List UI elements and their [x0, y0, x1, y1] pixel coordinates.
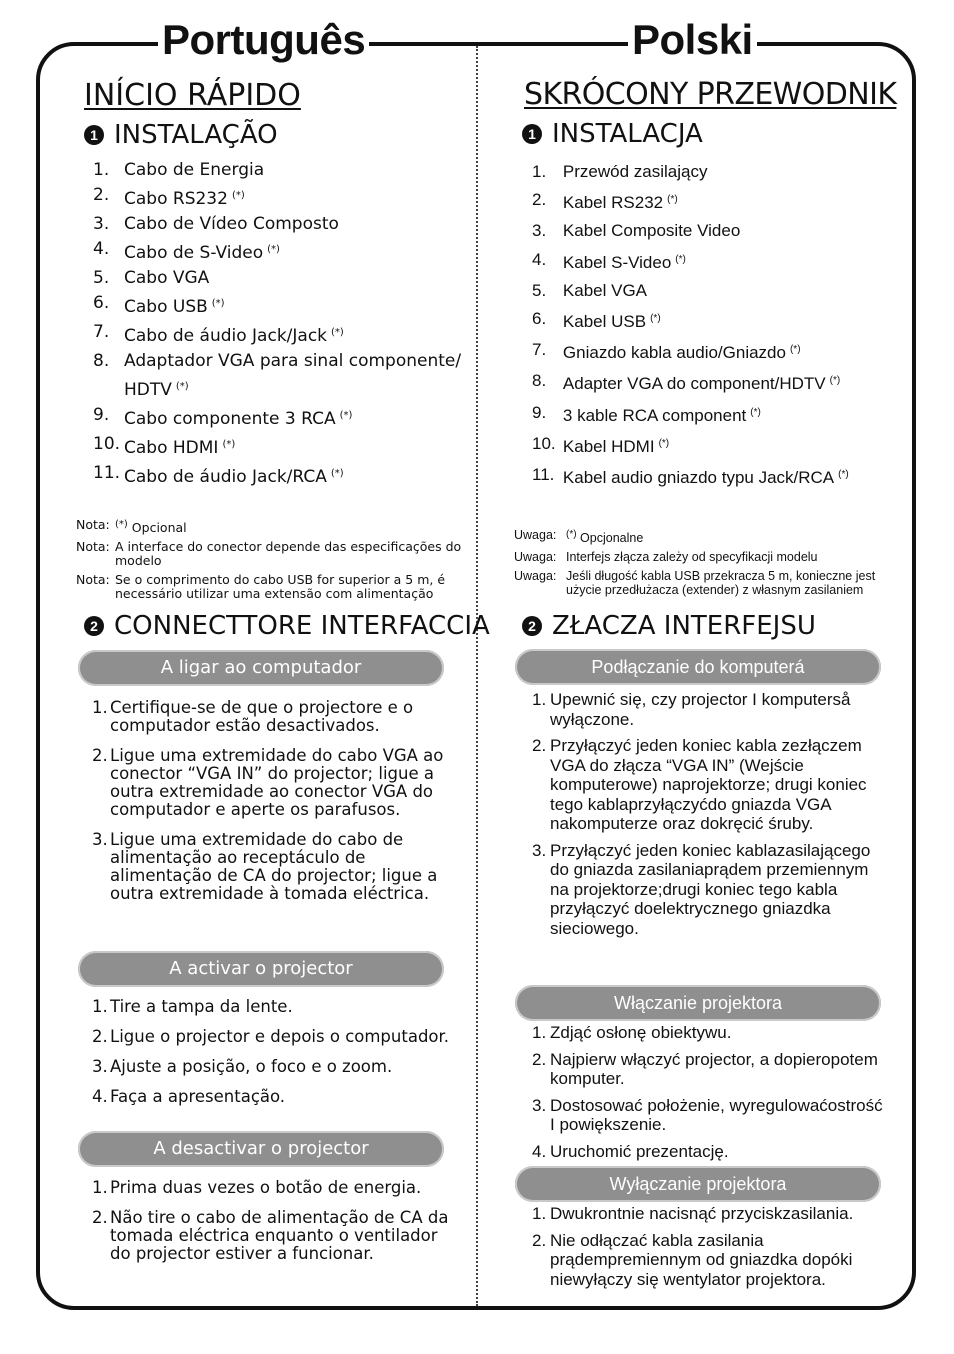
- optional-mark: (*): [175, 381, 189, 392]
- step-item: [92, 1209, 452, 1263]
- installation-heading-text: INSTALACJA: [552, 119, 703, 149]
- list-item: [532, 367, 902, 398]
- item-label: Cabo de áudio Jack/RCA: [124, 467, 327, 487]
- note-label: Uwaga:: [514, 528, 557, 542]
- item-number: 11.: [93, 463, 121, 483]
- subsection-header-connect: A ligar ao computador: [78, 650, 444, 686]
- item-label: Cabo de Vídeo Composto: [124, 214, 339, 234]
- step-item: [532, 1142, 892, 1162]
- step-item: [532, 1050, 892, 1089]
- list-item: [93, 403, 473, 432]
- item-text: [563, 158, 902, 186]
- steps-power-on-polish: [532, 1023, 892, 1161]
- item-number: 3.: [532, 221, 547, 241]
- subsection-header-power-on: A activar o projector: [78, 951, 444, 987]
- note-row: [76, 573, 466, 601]
- item-text: [563, 305, 902, 336]
- language-title-polish: Polski: [628, 14, 757, 66]
- item-text: [563, 461, 902, 492]
- step-text: Prima duas vezes o botão de energia.: [110, 1178, 422, 1197]
- optional-mark: (*): [829, 375, 841, 387]
- item-number: 8.: [532, 371, 547, 391]
- list-item: [532, 158, 902, 186]
- cable-list-polish: [532, 158, 902, 492]
- item-text: [124, 291, 469, 320]
- steps-power-off-portuguese: [92, 1179, 452, 1263]
- step-text: Przyłączyć jeden koniec kablazasilającego do gniazda zasilaniaprądem przemiennym na projektorze;drugi koniec tego kabla przyłączyć doelektrycznego gniazdka sieciowego.: [550, 840, 871, 938]
- step-number: 1.: [532, 690, 547, 709]
- notes-portuguese: [76, 518, 466, 601]
- item-label: Kabel Composite Video: [562, 221, 741, 241]
- step-number: 3.: [532, 1095, 547, 1115]
- step-number: 1.: [92, 1178, 108, 1197]
- item-label: Kabel USB: [562, 312, 647, 332]
- optional-mark: (*): [658, 437, 670, 449]
- item-text: [563, 367, 902, 398]
- item-text: [563, 186, 902, 217]
- item-number: 6.: [532, 309, 547, 329]
- list-item: [93, 349, 473, 403]
- cable-list-portuguese: [93, 158, 473, 490]
- item-text: [124, 461, 469, 490]
- optional-mark: (*): [838, 469, 849, 481]
- item-label: Cabo de áudio Jack/Jack: [124, 326, 328, 346]
- item-label: Cabo componente 3 RCA: [124, 409, 336, 429]
- list-item: [532, 186, 902, 217]
- step-item: [532, 1204, 892, 1224]
- item-label: Cabo VGA: [124, 268, 210, 288]
- step-item: [92, 1179, 452, 1197]
- note-label: Nota:: [76, 539, 110, 555]
- step-number: 3.: [532, 840, 547, 860]
- step-number: 3.: [92, 830, 108, 849]
- list-item: [532, 399, 902, 430]
- item-label: Gniazdo kabla audio/Gniazdo: [562, 343, 786, 363]
- item-number: 10.: [532, 433, 556, 453]
- step-item: [92, 747, 452, 819]
- step-text: Zdjąć osłonę obiektywu.: [550, 1023, 732, 1042]
- note-text: [566, 528, 643, 545]
- step-item: [532, 1231, 892, 1290]
- optional-mark: (*): [331, 327, 344, 338]
- optional-mark: (*): [789, 344, 801, 356]
- note-row: [514, 528, 914, 545]
- item-text: [124, 158, 469, 183]
- item-number: 4.: [532, 249, 547, 269]
- installation-heading-text: INSTALAÇÃO: [114, 120, 278, 150]
- item-text: [124, 266, 469, 291]
- step-number: 2.: [532, 1049, 547, 1069]
- section-number-badge: 1: [522, 124, 542, 144]
- item-text: [124, 349, 469, 403]
- note-row: [76, 518, 466, 535]
- item-number: 5.: [532, 280, 547, 300]
- step-text: Ligue o projector e depois o computador.: [110, 1027, 450, 1046]
- item-text: [563, 336, 902, 367]
- list-item: [532, 246, 902, 277]
- step-number: 3.: [92, 1057, 108, 1076]
- note-body: Jeśli długość kabla USB przekracza 5 m, konieczne jest użycie przedłużacza (extender) z własnym zasilaniem: [566, 569, 876, 598]
- item-label: Kabel RS232: [562, 193, 664, 213]
- note-body: Opcional: [131, 520, 187, 536]
- item-label: Kabel S-Video: [562, 252, 672, 272]
- item-number: 1.: [93, 160, 110, 180]
- item-text: [563, 399, 902, 430]
- list-item: [532, 305, 902, 336]
- step-item: [92, 998, 452, 1016]
- note-body: Se o comprimento do cabo USB for superior a 5 m, é necessário utilizar uma extensão com alimentação: [115, 572, 446, 602]
- note-label: Nota:: [76, 572, 110, 588]
- list-item: [93, 432, 473, 461]
- optional-mark: (*): [566, 529, 577, 540]
- item-label: Cabo RS232: [124, 189, 228, 209]
- step-number: 2.: [532, 736, 547, 755]
- section-number-badge: 2: [84, 616, 104, 636]
- quick-start-title-portuguese: INÍCIO RÁPIDO: [84, 78, 301, 113]
- optional-mark: (*): [115, 519, 128, 530]
- item-text: [563, 217, 902, 245]
- step-number: 2.: [532, 1230, 547, 1250]
- step-number: 4.: [92, 1087, 108, 1106]
- quick-start-title-polish: SKRÓCONY PRZEWODNIK: [524, 77, 897, 112]
- optional-mark: (*): [231, 190, 245, 201]
- list-item: [532, 430, 902, 461]
- list-item: [93, 291, 473, 320]
- item-text: [563, 277, 902, 305]
- list-item: [93, 320, 473, 349]
- item-label: Kabel VGA: [562, 280, 648, 300]
- list-item: [532, 461, 902, 492]
- step-item: [92, 831, 452, 903]
- optional-mark: (*): [650, 313, 661, 325]
- note-label: Uwaga:: [514, 550, 557, 565]
- item-number: 4.: [93, 239, 110, 259]
- note-row: [76, 540, 466, 568]
- item-number: 8.: [93, 351, 110, 371]
- subsection-header-connect: Podłączanie do komputerá: [515, 649, 881, 685]
- list-item: [532, 277, 902, 305]
- step-text: Ajuste a posição, o foco e o zoom.: [110, 1057, 393, 1076]
- item-number: 2.: [532, 190, 547, 210]
- installation-heading-polish: [522, 118, 703, 150]
- optional-mark: (*): [339, 410, 353, 421]
- notes-polish: [514, 528, 914, 597]
- step-text: Tire a tampa da lente.: [110, 997, 293, 1016]
- item-number: 6.: [93, 293, 110, 313]
- list-item: [93, 266, 473, 291]
- step-number: 1.: [92, 698, 108, 717]
- list-item: [93, 158, 473, 183]
- list-item: [93, 183, 473, 212]
- optional-mark: (*): [211, 298, 225, 309]
- item-number: 9.: [532, 402, 547, 422]
- step-text: Nie odłączać kabla zasilania prądempremiennym od gniazdka dopóki niewyłączy się wentylator projektora.: [550, 1230, 853, 1289]
- installation-heading-portuguese: [84, 119, 278, 151]
- step-item: [92, 1088, 452, 1106]
- step-number: 1.: [532, 1023, 547, 1042]
- note-row: [514, 550, 914, 564]
- note-label: Uwaga:: [514, 569, 557, 584]
- step-text: Ligue uma extremidade do cabo VGA ao conector “VGA IN” do projector; ligue a outra extremidade ao conector VGA do computador e aperte os parafusos.: [110, 746, 444, 819]
- step-number: 4.: [532, 1141, 547, 1161]
- item-text: [124, 403, 469, 432]
- item-label: Cabo USB: [124, 297, 208, 317]
- list-item: [93, 237, 473, 266]
- list-item: [532, 217, 902, 245]
- list-item: [93, 461, 473, 490]
- note-label: Nota:: [76, 517, 110, 532]
- interface-heading-polish: [522, 610, 816, 642]
- steps-power-on-portuguese: [92, 998, 452, 1106]
- item-label: Cabo de S-Video: [124, 243, 264, 263]
- interface-heading-text: ZŁACZA INTERFEJSU: [552, 611, 816, 641]
- subsection-header-power-on: Włączanie projektora: [515, 985, 881, 1021]
- step-item: [532, 736, 892, 834]
- note-body: Opcjonalne: [580, 531, 644, 546]
- item-text: [124, 432, 469, 461]
- step-text: Dostosować położenie, wyregulowaćostrość I powiększenie.: [550, 1095, 883, 1134]
- item-number: 3.: [93, 214, 110, 234]
- item-number: 1.: [532, 162, 547, 181]
- note-body: Interfejs złącza zależy od specyfikacji modelu: [566, 550, 818, 565]
- item-text: [124, 237, 469, 266]
- step-item: [532, 1023, 892, 1043]
- item-number: 9.: [93, 405, 110, 425]
- list-item: [93, 212, 473, 237]
- item-label: Kabel HDMI: [562, 436, 655, 456]
- item-text: [563, 246, 902, 277]
- step-text: Przyłączyć jeden koniec kabla zezłączem VGA do złącza “VGA IN” (Wejście komputerowe) naprojektorze; drugi koniec tego kablaprzyłączyćdo gniazda VGA nakomputerze oraz dokręcić śruby.: [550, 736, 867, 833]
- step-item: [92, 1058, 452, 1076]
- section-number-badge: 2: [522, 616, 542, 636]
- interface-heading-text: CONNECTTORE INTERFACCIA: [114, 611, 490, 641]
- note-row: [514, 569, 914, 597]
- steps-connect-polish: [532, 690, 892, 938]
- item-text: [124, 212, 469, 237]
- step-item: [92, 1028, 452, 1046]
- subsection-header-power-off: Wyłączanie projektora: [515, 1166, 881, 1202]
- step-number: 2.: [92, 1208, 108, 1227]
- steps-power-off-polish: [532, 1204, 892, 1289]
- step-text: Ligue uma extremidade do cabo de alimentação ao receptáculo de alimentação de CA do projector; ligue a outra extremidade à tomada eléctrica.: [110, 830, 438, 903]
- language-title-portuguese: Português: [158, 14, 369, 66]
- item-text: [124, 320, 469, 349]
- list-item: [532, 336, 902, 367]
- item-number: 2.: [93, 185, 110, 205]
- step-number: 2.: [92, 1027, 108, 1046]
- optional-mark: (*): [675, 253, 686, 265]
- item-label: Kabel audio gniazdo typu Jack/RCA: [562, 468, 835, 488]
- step-item: [532, 690, 892, 729]
- step-item: [92, 699, 452, 735]
- item-label: 3 kable RCA component: [562, 405, 747, 425]
- step-text: Não tire o cabo de alimentação de CA da tomada eléctrica enquanto o ventilador do projector estiver a funcionar.: [110, 1208, 449, 1263]
- item-number: 7.: [532, 340, 547, 360]
- step-number: 2.: [92, 746, 108, 765]
- step-text: Upewnić się, czy projector I komputerså wyłączone.: [550, 690, 851, 729]
- interface-heading-portuguese: [84, 610, 490, 642]
- note-body: A interface do conector depende das especificações do modelo: [115, 539, 462, 569]
- item-number: 11.: [532, 465, 555, 485]
- section-number-badge: 1: [84, 125, 104, 145]
- item-number: 10.: [93, 434, 121, 454]
- step-number: 1.: [532, 1204, 547, 1223]
- item-number: 5.: [93, 268, 110, 288]
- step-number: 1.: [92, 997, 108, 1016]
- item-text: [124, 183, 469, 212]
- item-label: Adaptador VGA para sinal componente/ HDTV: [124, 351, 462, 400]
- optional-mark: (*): [222, 439, 236, 450]
- item-label: Cabo de Energia: [124, 160, 265, 180]
- step-text: Faça a apresentação.: [110, 1087, 286, 1106]
- steps-connect-portuguese: [92, 699, 452, 903]
- optional-mark: (*): [267, 244, 280, 255]
- step-item: [532, 841, 892, 939]
- step-text: Certifique-se de que o projectore e o computador estão desactivados.: [110, 698, 414, 735]
- item-text: [563, 430, 902, 461]
- note-text: [115, 518, 187, 535]
- step-text: Najpierw włączyć projector, a dopieropotem komputer.: [550, 1049, 878, 1088]
- optional-mark: (*): [667, 194, 678, 206]
- item-label: Cabo HDMI: [124, 438, 219, 458]
- item-label: Adapter VGA do component/HDTV: [562, 374, 826, 394]
- step-text: Uruchomić prezentację.: [550, 1141, 729, 1161]
- item-number: 7.: [93, 322, 110, 342]
- column-divider: [476, 46, 478, 1306]
- optional-mark: (*): [330, 468, 344, 479]
- step-item: [532, 1096, 892, 1135]
- optional-mark: (*): [750, 406, 761, 418]
- item-label: Przewód zasilający: [562, 162, 708, 181]
- step-text: Dwukrontnie nacisnąć przyciskzasilania.: [550, 1204, 854, 1223]
- subsection-header-power-off: A desactivar o projector: [78, 1131, 444, 1167]
